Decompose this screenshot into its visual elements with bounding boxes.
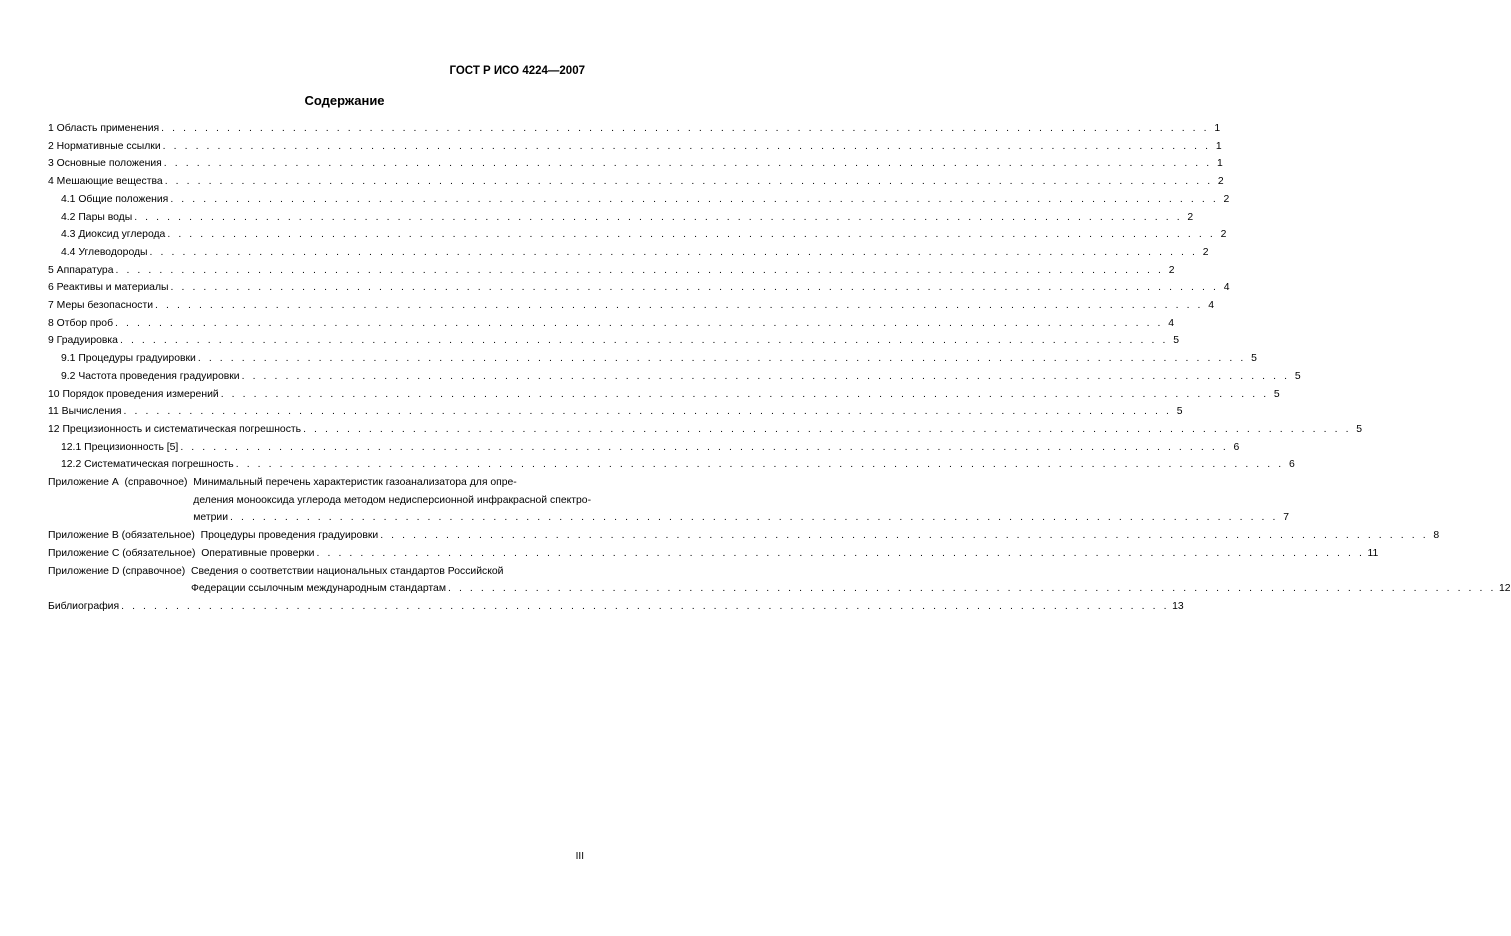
toc-appendix-a bbox=[48, 474, 1290, 527]
toc-entry-label: 11 Вычисления bbox=[48, 406, 122, 418]
page-number: III bbox=[575, 851, 584, 862]
appendix-prefix: Приложение В (обязательное) bbox=[48, 530, 201, 542]
toc-entry-label: 4 Мешающие вещества bbox=[48, 176, 163, 188]
toc-entry-page: 5 bbox=[1251, 353, 1257, 365]
toc-entry-page: 5 bbox=[1176, 406, 1183, 418]
toc-entry-label: 1 Область применения bbox=[48, 123, 160, 134]
toc-subentry bbox=[48, 191, 1230, 209]
toc-entry-label: 2 Нормативные ссылки bbox=[48, 140, 161, 152]
toc-entry-page: 2 bbox=[1223, 193, 1230, 205]
leader-dots bbox=[163, 138, 1211, 156]
toc-entry-page: 4 bbox=[1223, 282, 1230, 294]
toc-entry-label: 10 Порядок проведения измерений bbox=[48, 388, 219, 400]
toc-entry bbox=[48, 279, 1230, 297]
toc-entry bbox=[48, 421, 1363, 439]
toc-entry bbox=[48, 332, 1179, 350]
toc-entry-page: 1 bbox=[1215, 140, 1222, 152]
toc-entry-label: 6 Реактивы и материалы bbox=[48, 282, 169, 294]
toc-entry-page: 5 bbox=[1273, 388, 1280, 400]
toc-entry-page: 5 bbox=[1173, 335, 1179, 347]
toc-entry-page: 2 bbox=[1202, 246, 1209, 258]
toc-entry-label: 9.2 Частота проведения градуировки bbox=[61, 370, 240, 382]
toc-entry-label: 12.2 Систематическая погрешность bbox=[61, 459, 234, 471]
toc-entry-page: 12 bbox=[1498, 583, 1511, 595]
toc-entry bbox=[48, 173, 1224, 191]
toc-entry-page: 6 bbox=[1288, 459, 1295, 471]
toc-entry-page: 4 bbox=[1208, 300, 1215, 312]
toc-entry bbox=[48, 120, 1221, 138]
toc-entry-label: 7 Меры безопасности bbox=[48, 300, 154, 312]
leader-dots bbox=[170, 191, 1218, 209]
appendix-title-line: Процедуры проведения градуировки bbox=[200, 530, 379, 542]
toc-entry-label: 4.4 Углеводороды bbox=[61, 246, 148, 258]
toc-subentry bbox=[48, 368, 1301, 386]
appendix-title-line: Федерации ссылочным международным стандартам bbox=[190, 583, 446, 595]
leader-dots bbox=[221, 386, 1269, 404]
toc-entry-label: 8 Отбор проб bbox=[48, 317, 114, 329]
appendix-prefix: Приложение С (обязательное) bbox=[48, 547, 202, 559]
toc-entry-label: 9 Градуировка bbox=[48, 335, 118, 347]
toc-subentry bbox=[48, 350, 1257, 368]
toc-entry bbox=[48, 262, 1175, 280]
toc-entry-page: 2 bbox=[1168, 264, 1175, 276]
toc-entry bbox=[48, 315, 1175, 333]
toc-subentry bbox=[48, 244, 1209, 262]
toc-entry-page: 4 bbox=[1168, 317, 1175, 329]
toc-entry-label: 5 Аппаратура bbox=[48, 264, 114, 276]
document-standard-number: ГОСТ Р ИСО 4224—2007 bbox=[449, 65, 585, 77]
leader-dots bbox=[120, 332, 1168, 350]
leader-dots bbox=[380, 527, 1428, 545]
leader-dots bbox=[155, 297, 1203, 315]
appendix-title-line: Оперативные проверки bbox=[201, 547, 315, 559]
toc-entry bbox=[48, 155, 1223, 173]
leader-dots bbox=[230, 509, 1278, 527]
appendix-title-line: Минимальный перечень характеристик газоанализатора для опре- bbox=[193, 477, 517, 489]
toc-entry-page: 6 bbox=[1233, 441, 1240, 453]
leader-dots bbox=[121, 598, 1169, 616]
leader-dots bbox=[167, 226, 1215, 244]
toc-entry-page: 2 bbox=[1217, 176, 1224, 188]
toc-entry-page: 11 bbox=[1367, 547, 1379, 559]
appendix-prefix: Приложение А (справочное) bbox=[48, 477, 194, 489]
leader-dots bbox=[124, 403, 1172, 421]
toc-entry-label: 9.1 Процедуры градуировки bbox=[61, 353, 196, 365]
leader-dots bbox=[164, 155, 1212, 173]
toc-bibliography bbox=[48, 598, 1184, 616]
toc-appendix-b bbox=[48, 527, 1440, 545]
toc-entry-page: 5 bbox=[1294, 370, 1301, 382]
toc-entry bbox=[48, 297, 1215, 315]
toc-entry-page: 1 bbox=[1214, 123, 1221, 134]
appendix-prefix: Приложение D (справочное) bbox=[48, 565, 191, 577]
toc-subentry bbox=[48, 439, 1240, 457]
leader-dots bbox=[180, 439, 1228, 457]
toc-appendix-c bbox=[48, 545, 1379, 563]
toc-entry-label: 12.1 Прецизионность [5] bbox=[61, 441, 179, 453]
leader-dots bbox=[198, 350, 1246, 368]
leader-dots bbox=[303, 421, 1351, 439]
toc-entry-page: 13 bbox=[1172, 600, 1184, 612]
toc-entry bbox=[48, 138, 1222, 156]
toc-entry-label: Библиография bbox=[48, 600, 120, 612]
appendix-title-line: Сведения о соответствии национальных стандартов Российской bbox=[190, 565, 504, 577]
toc-entry-page: 5 bbox=[1356, 423, 1363, 435]
toc-entry bbox=[48, 386, 1280, 404]
toc-subentry bbox=[48, 209, 1194, 227]
leader-dots bbox=[317, 545, 1365, 563]
leader-dots bbox=[161, 120, 1209, 138]
toc-entry-label: 4.1 Общие положения bbox=[61, 193, 169, 205]
leader-dots bbox=[134, 209, 1182, 227]
leader-dots bbox=[236, 456, 1284, 474]
page-title: Содержание bbox=[304, 93, 385, 108]
toc-entry-page: 8 bbox=[1433, 530, 1440, 542]
toc-entry-label: 4.2 Пары воды bbox=[61, 211, 133, 223]
leader-dots bbox=[115, 262, 1163, 280]
toc-entry bbox=[48, 403, 1183, 421]
leader-dots bbox=[165, 173, 1213, 191]
leader-dots bbox=[448, 580, 1496, 598]
toc-subentry bbox=[48, 226, 1227, 244]
appendix-title-line: метрии bbox=[193, 512, 229, 524]
toc-entry-page: 2 bbox=[1220, 229, 1227, 241]
toc-entry-label: 3 Основные положения bbox=[48, 158, 162, 170]
table-of-contents bbox=[48, 120, 1511, 616]
leader-dots bbox=[242, 368, 1290, 386]
toc-entry-page: 2 bbox=[1187, 211, 1194, 223]
toc-entry-label: 12 Прецизионность и систематическая погрешность bbox=[48, 423, 302, 435]
toc-appendix-d bbox=[48, 563, 1511, 598]
toc-entry-page: 1 bbox=[1217, 158, 1223, 170]
toc-entry-page: 7 bbox=[1283, 512, 1290, 524]
leader-dots bbox=[150, 244, 1198, 262]
appendix-title-line: деления монооксида углерода методом недисперсионной инфракрасной спектро- bbox=[193, 494, 592, 506]
toc-subentry bbox=[48, 456, 1295, 474]
toc-entry-label: 4.3 Диоксид углерода bbox=[61, 229, 166, 241]
leader-dots bbox=[171, 279, 1219, 297]
leader-dots bbox=[115, 315, 1163, 333]
